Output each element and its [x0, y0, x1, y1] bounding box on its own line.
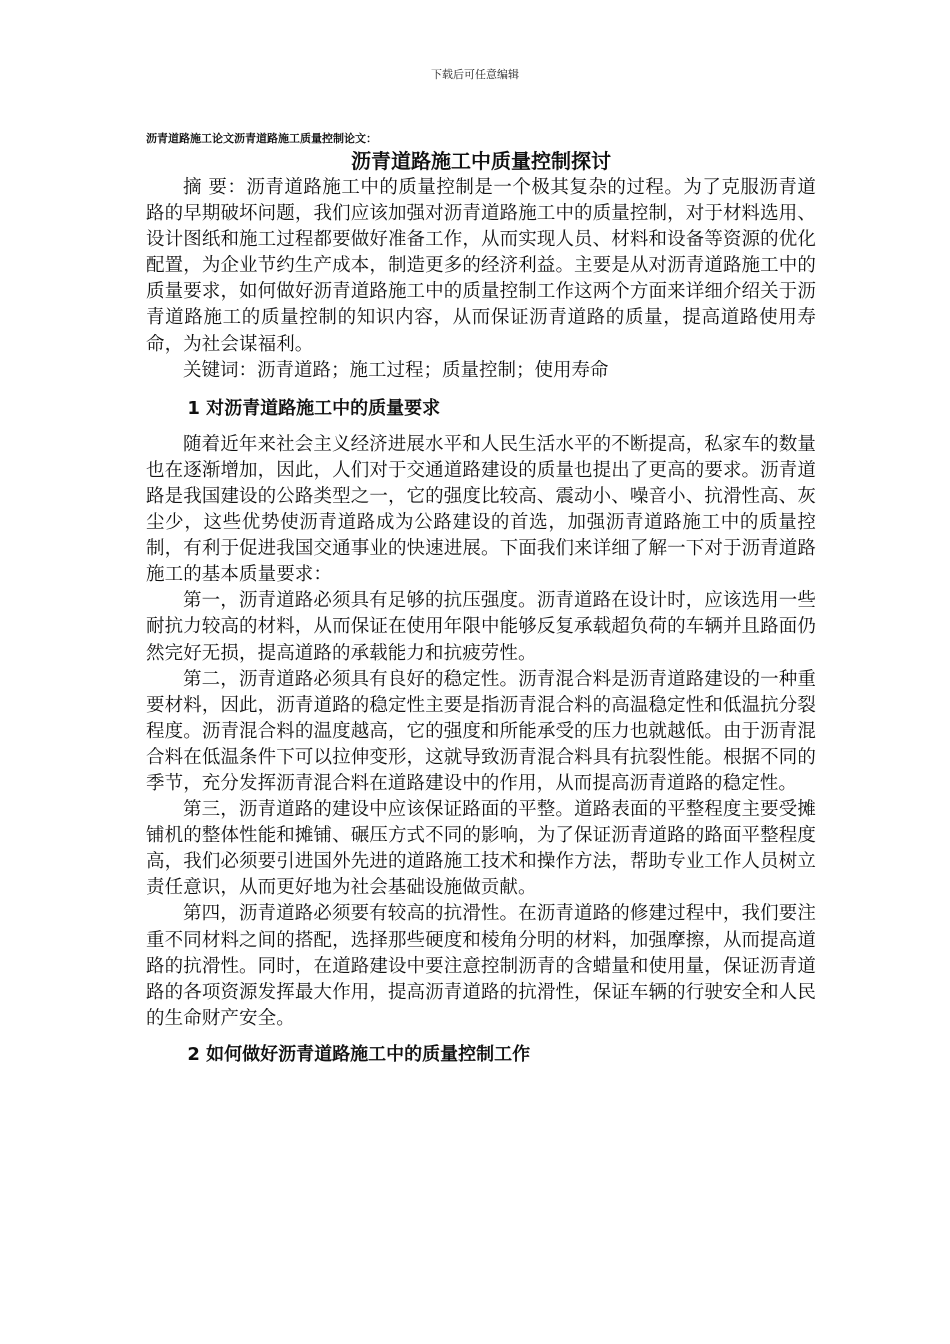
- document-title: 沥青道路施工中质量控制探讨: [351, 149, 611, 173]
- abstract-paragraph: 摘 要：沥青道路施工中的质量控制是一个极其复杂的过程。为了克服沥青道路的早期破坏问题，我们应该加强对沥青道路施工中的质量控制，对于材料选用、设计图纸和施工过程都要做好准备工作，从而实现人员、材料和设备等资源的优化配置，为企业节约生产成本，制造更多的经济利益。主要是从对沥青道路施工中的质量要求，如何做好沥青道路施工中的质量控制工作这两个方面来详细介绍关于沥青道路施工的质量控制的知识内容，从而保证沥青道路的质量，提高道路使用寿命，为社会谋福利。: [146, 177, 816, 355]
- section-1-heading: 1 对沥青道路施工中的质量要求: [187, 397, 441, 419]
- section-2-heading: 2 如何做好沥青道路施工中的质量控制工作: [187, 1043, 531, 1065]
- document-body: [146, 130, 816, 1078]
- section-1-paragraph-1: 随着近年来社会主义经济进展水平和人民生活水平的不断提高，私家车的数量也在逐渐增加，因此，人们对于交通道路建设的质量也提出了更高的要求。沥青道路是我国建设的公路类型之一，它的强度比较高、震动小、噪音小、抗滑性高、灰尘少，这些优势使沥青道路成为公路建设的首选，加强沥青道路施工中的质量控制，有利于促进我国交通事业的快速进展。下面我们来详细了解一下对于沥青道路施工的基本质量要求：: [146, 433, 816, 586]
- section-1-paragraph-5: 第四，沥青道路必须要有较高的抗滑性。在沥青道路的修建过程中，我们要注重不同材料之间的搭配，选择那些硬度和棱角分明的材料，加强摩擦，从而提高道路的抗滑性。同时，在道路建设中要注意控制沥青的含蜡量和使用量，保证沥青道路的各项资源发挥最大作用，提高沥青道路的抗滑性，保证车辆的行驶安全和人民的生命财产安全。: [146, 903, 816, 1029]
- section-1-paragraph-2: 第一，沥青道路必须具有足够的抗压强度。沥青道路在设计时，应该选用一些耐抗力较高的材料，从而保证在使用年限中能够反复承载超负荷的车辆并且路面仍然完好无损，提高道路的承载能力和抗疲劳性。: [146, 590, 816, 664]
- section-1-paragraph-4: 第三，沥青道路的建设中应该保证路面的平整。道路表面的平整程度主要受摊铺机的整体性能和摊铺、碾压方式不同的影响，为了保证沥青道路的路面平整程度高，我们必须要引进国外先进的道路施工技术和操作方法，帮助专业工作人员树立责任意识，从而更好地为社会基础设施做贡献。: [146, 799, 816, 899]
- section-1-paragraph-3: 第二，沥青道路必须具有良好的稳定性。沥青混合料是沥青道路建设的一种重要材料，因此，沥青道路的稳定性主要是指沥青混合料的高温稳定性和低温抗分裂程度。沥青混合料的温度越高，它的强度和所能承受的压力也就越低。由于沥青混合料在低温条件下可以拉伸变形，这就导致沥青混合料具有抗裂性能。根据不同的季节，充分发挥沥青混合料在道路建设中的作用，从而提高沥青道路的稳定性。: [146, 668, 816, 794]
- page-header-note: 下载后可任意编辑: [431, 68, 519, 81]
- keywords-line: 关键词：沥青道路；施工过程；质量控制；使用寿命: [183, 359, 609, 381]
- category-line: 沥青道路施工论文沥青道路施工质量控制论文：: [146, 132, 377, 145]
